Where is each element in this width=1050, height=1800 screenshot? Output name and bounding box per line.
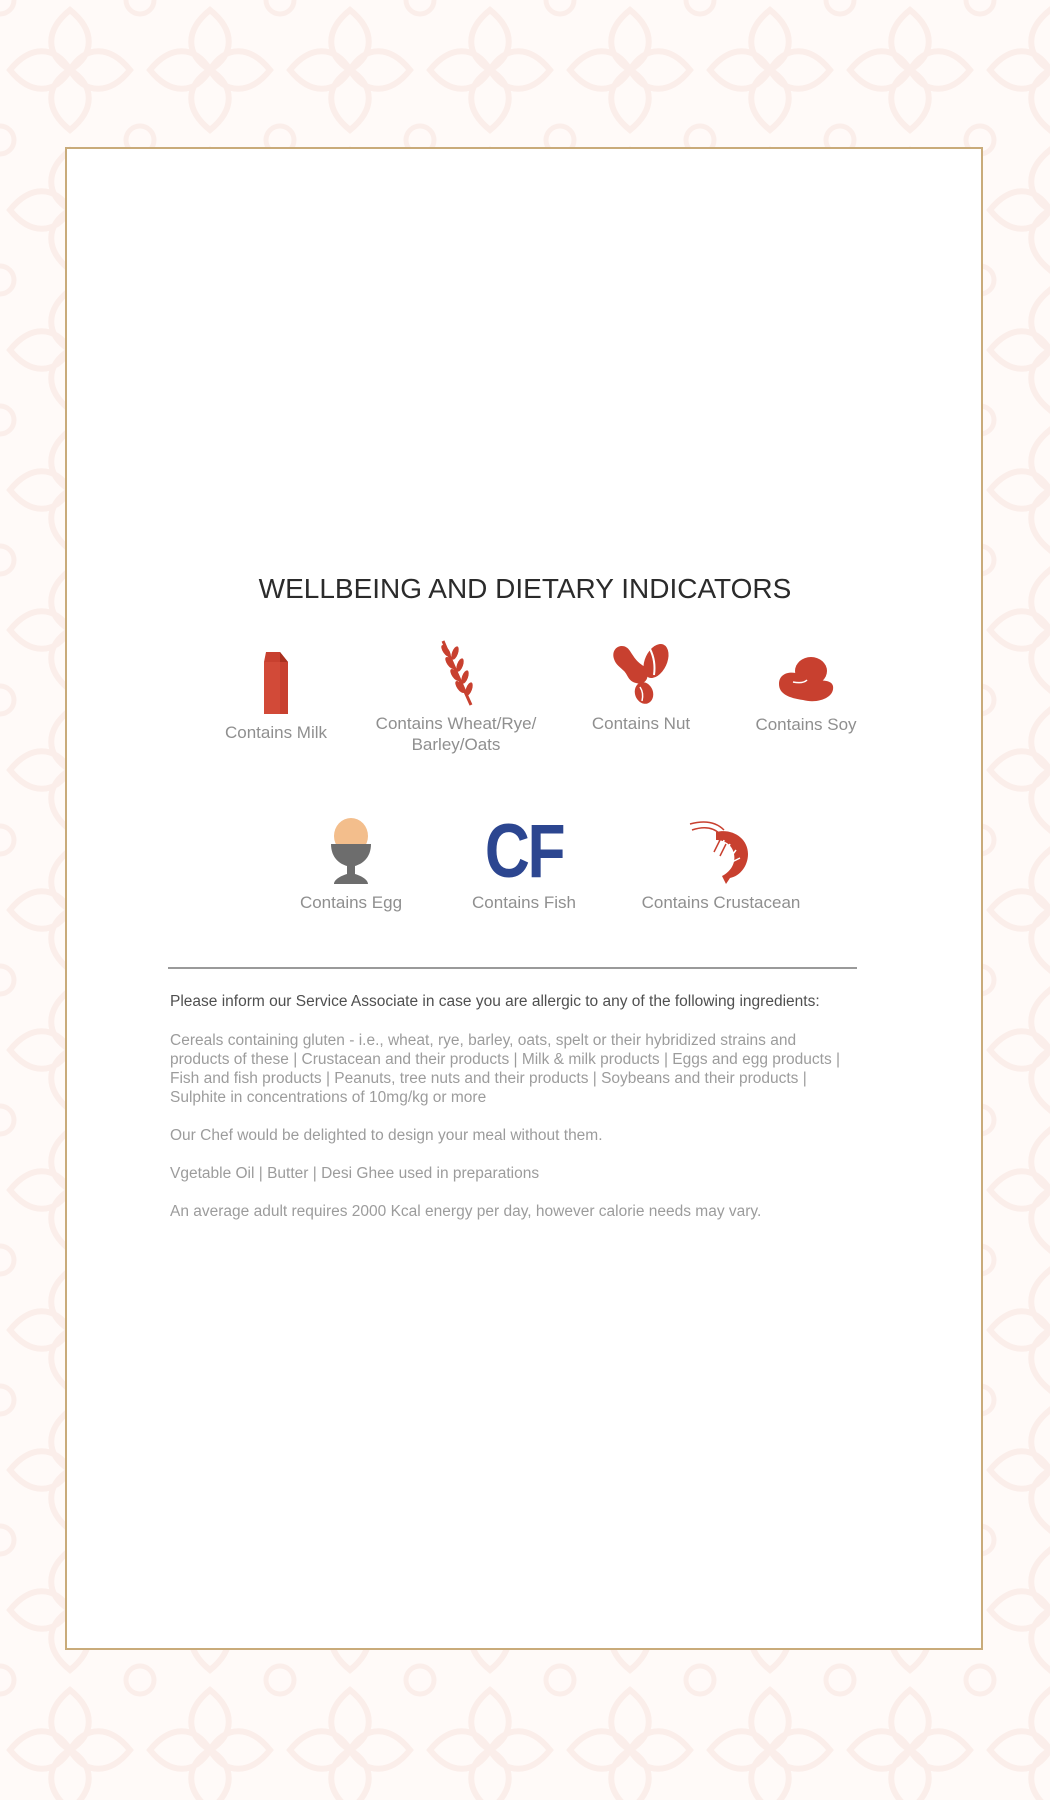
indicator-fish — [454, 809, 594, 913]
soybean-icon — [773, 648, 839, 708]
indicator-milk — [206, 648, 346, 743]
indicator-label: Contains Fish — [472, 893, 576, 912]
calorie-note: An average adult requires 2000 Kcal energy per day, however calorie needs may vary. — [170, 1203, 762, 1220]
indicator-label: Contains Milk — [224, 723, 328, 742]
indicator-wheat — [366, 637, 546, 755]
indicator-label: Contains Egg — [299, 893, 403, 912]
indicator-label: Contains Crustacean — [641, 893, 801, 912]
peanut-icon — [606, 637, 676, 707]
indicator-label: Contains Soy — [755, 715, 857, 734]
indicator-label: Contains Nut — [591, 714, 691, 733]
indicator-soy — [736, 648, 876, 735]
allergen-list-line: Cereals containing gluten - i.e., wheat, rye, barley, oats, spelt or their hybridized strains and — [170, 1032, 797, 1049]
egg-cup-icon — [328, 818, 374, 886]
wheat-icon — [431, 637, 481, 707]
chef-note: Our Chef would be delighted to design your meal without them. — [170, 1127, 603, 1144]
cf-fish-icon: CF — [484, 809, 564, 894]
indicator-crustacean — [626, 818, 816, 913]
indicator-label-line1: Contains Wheat/Rye/ — [375, 714, 537, 733]
indicator-label-line2: Barley/Oats — [411, 735, 501, 754]
divider — [168, 967, 857, 969]
allergen-list-line: products of these | Crustacean and their products | Milk & milk products | Eggs and egg products | — [170, 1051, 841, 1068]
milk-carton-icon — [256, 648, 296, 716]
indicator-label — [366, 713, 546, 755]
allergen-list-line: Fish and fish products | Peanuts, tree nuts and their products | Soybeans and their products | — [170, 1070, 807, 1087]
oils-note: Vgetable Oil | Butter | Desi Ghee used in preparations — [170, 1165, 540, 1182]
indicator-egg — [281, 818, 421, 913]
indicator-nut — [571, 637, 711, 734]
allergen-list-line: Sulphite in concentrations of 10mg/kg or more — [170, 1089, 487, 1106]
shrimp-icon — [686, 818, 756, 886]
allergy-notice: Please inform our Service Associate in case you are allergic to any of the following ingredients: — [170, 993, 820, 1010]
page-title: WELLBEING AND DIETARY INDICATORS — [258, 573, 792, 604]
allergen-list — [170, 1031, 890, 1107]
